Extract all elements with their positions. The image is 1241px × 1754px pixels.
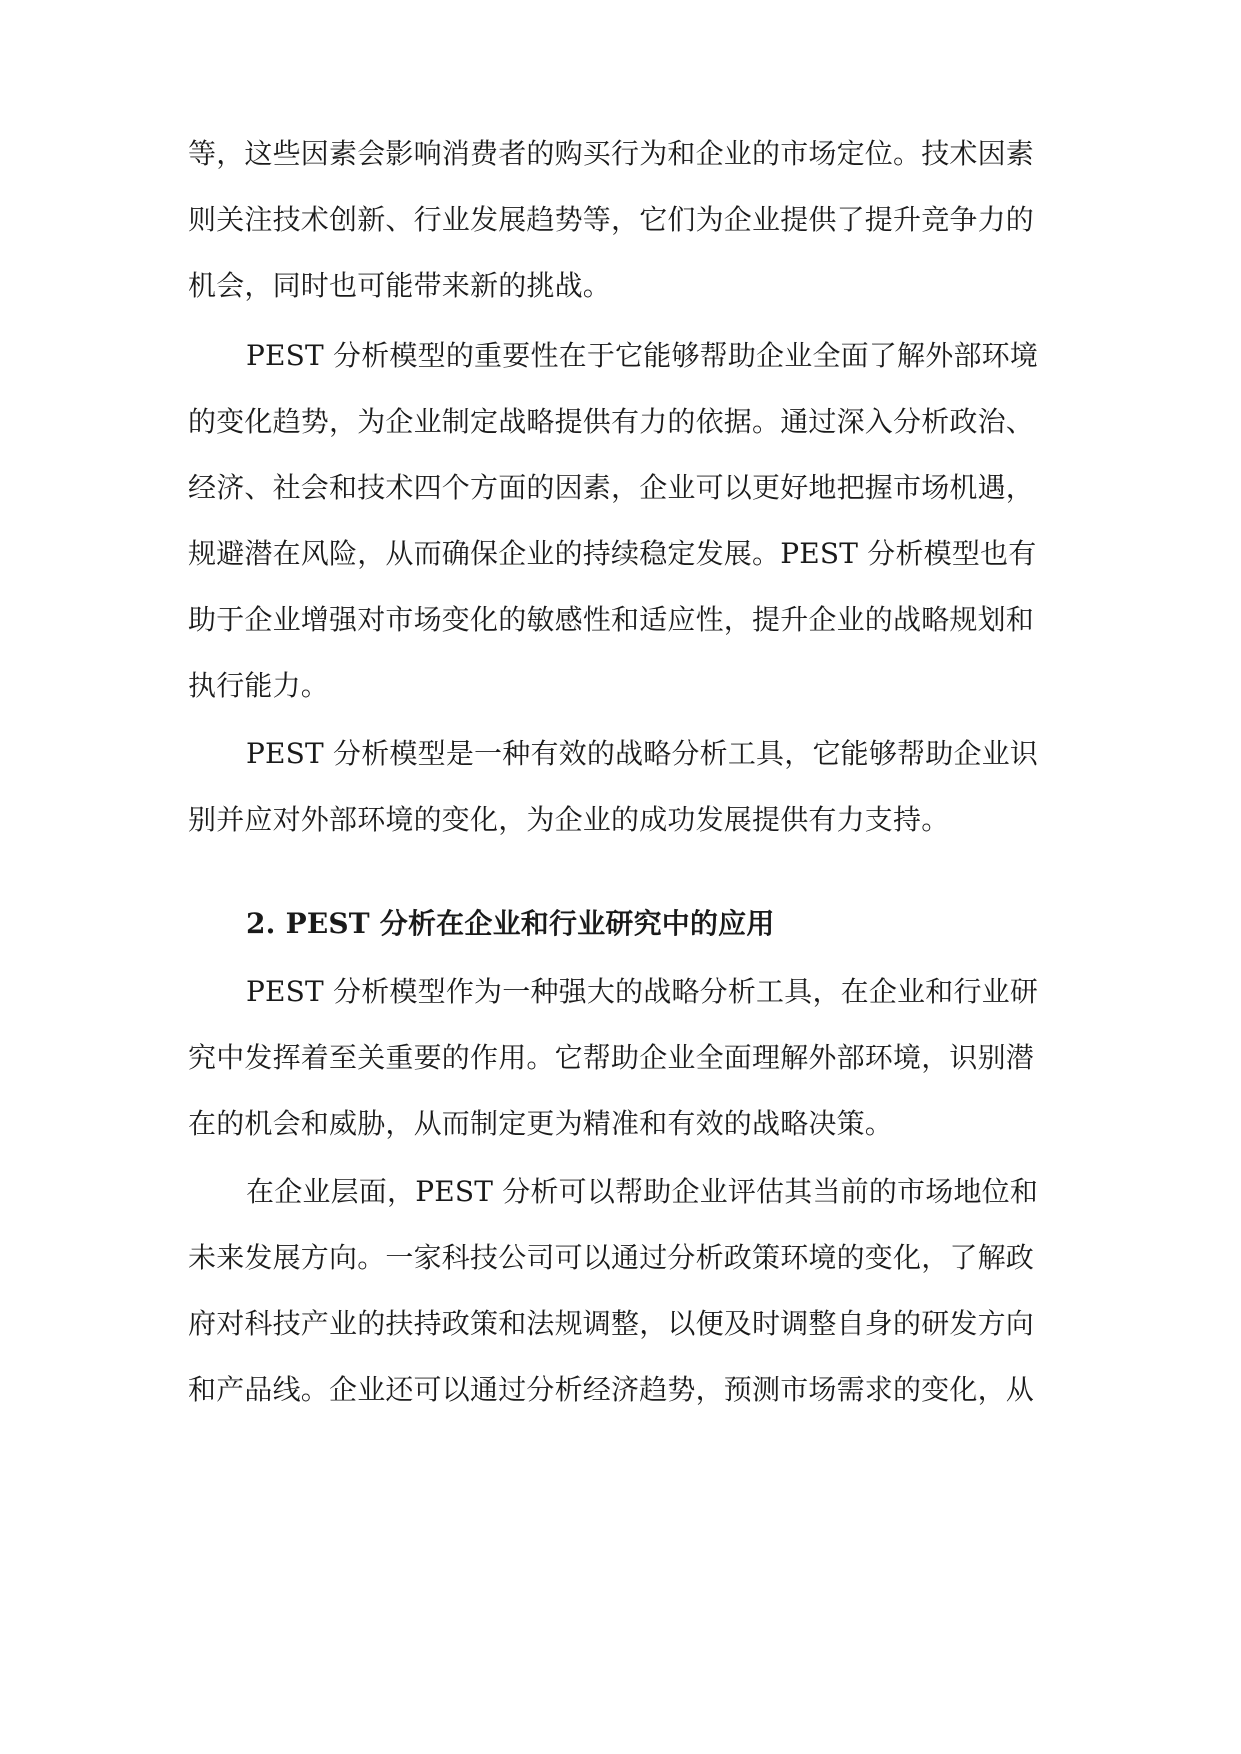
text-line: 未来发展方向。一家科技公司可以通过分析政策环境的变化，了解政 [188,1241,1035,1274]
paragraph-first-line: PEST 分析模型作为一种强大的战略分析工具，在企业和行业研 [246,975,1039,1008]
text-line: 助于企业增强对市场变化的敏感性和适应性，提升企业的战略规划和 [188,603,1035,636]
paragraph-first-line: 在企业层面，PEST 分析可以帮助企业评估其当前的市场地位和 [246,1175,1039,1208]
text-line: 和产品线。企业还可以通过分析经济趋势，预测市场需求的变化，从 [188,1373,1035,1406]
text-line: 规避潜在风险，从而确保企业的持续稳定发展。PEST 分析模型也有 [188,537,1037,570]
paragraph-first-line: PEST 分析模型的重要性在于它能够帮助企业全面了解外部环境 [246,339,1039,372]
text-line: 经济、社会和技术四个方面的因素，企业可以更好地把握市场机遇， [188,471,1035,504]
text-line: 机会，同时也可能带来新的挑战。 [188,269,612,302]
text-line: 在的机会和威胁，从而制定更为精准和有效的战略决策。 [188,1107,894,1140]
text-line: 则关注技术创新、行业发展趋势等，它们为企业提供了提升竞争力的 [188,203,1035,236]
text-line: 府对科技产业的扶持政策和法规调整，以便及时调整自身的研发方向 [188,1307,1035,1340]
text-line: 别并应对外部环境的变化，为企业的成功发展提供有力支持。 [188,803,950,836]
text-line: 的变化趋势，为企业制定战略提供有力的依据。通过深入分析政治、 [188,405,1035,438]
text-line: 执行能力。 [188,669,330,702]
paragraph-first-line: PEST 分析模型是一种有效的战略分析工具，它能够帮助企业识 [246,737,1039,770]
section-heading: 2. PEST 分析在企业和行业研究中的应用 [246,907,775,940]
text-line: 等，这些因素会影响消费者的购买行为和企业的市场定位。技术因素 [188,137,1035,170]
text-line: 究中发挥着至关重要的作用。它帮助企业全面理解外部环境，识别潜 [188,1041,1035,1074]
